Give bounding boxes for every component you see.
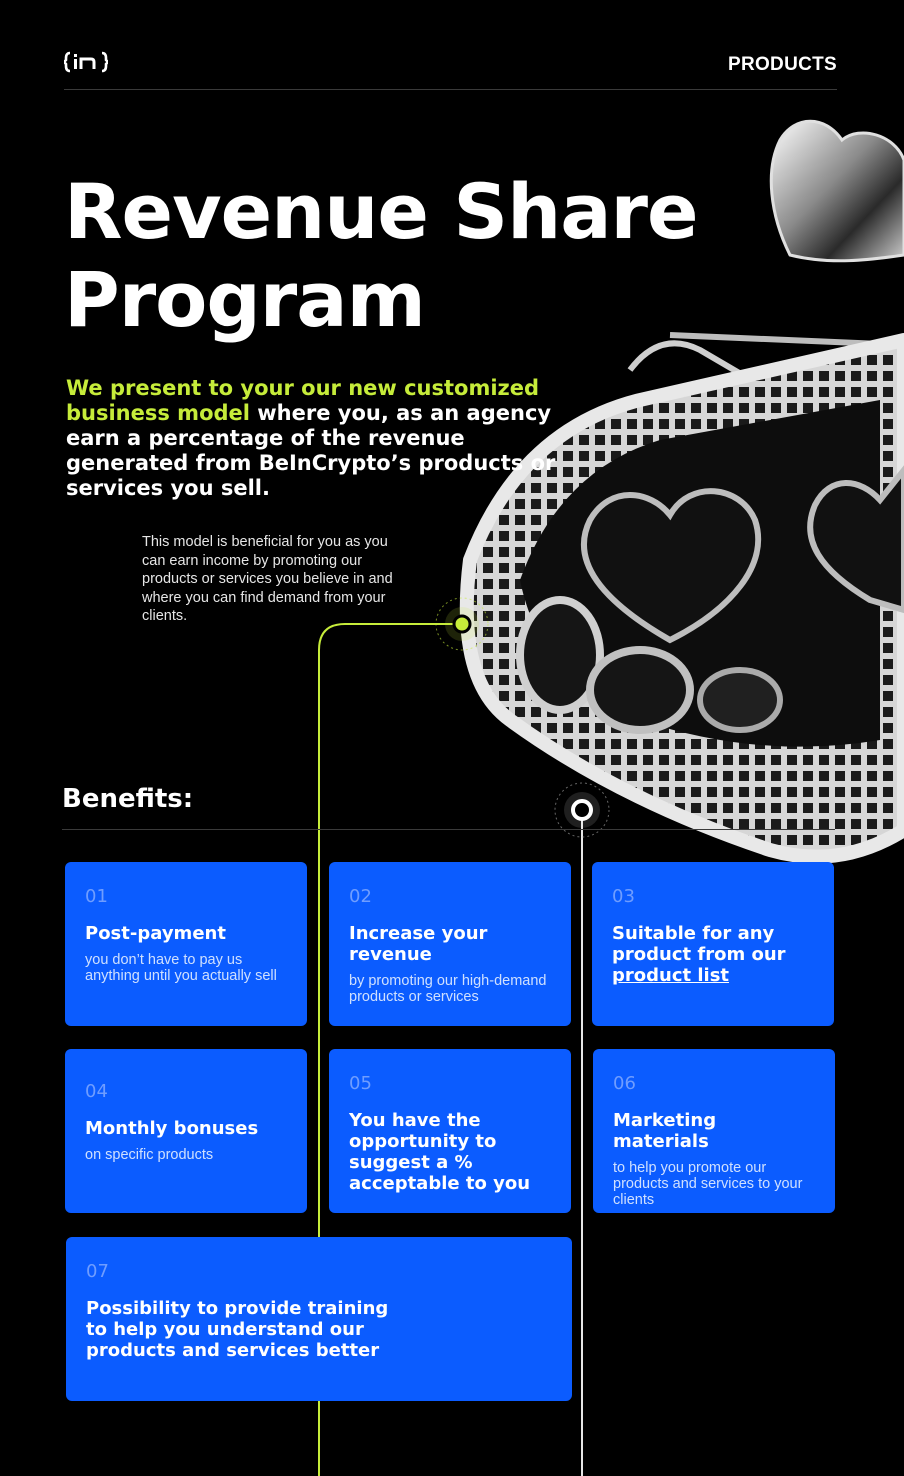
benefit-title: Monthly bonuses [85,1118,259,1139]
benefit-card-01 [65,862,307,1026]
nav-products-link[interactable]: PRODUCTS [727,54,837,75]
model-description: This model is beneficial for you as you can earn income by promoting our products or services you believe in and where you can find demand from your clients. [142,534,393,624]
benefit-card-06 [593,1049,835,1213]
heart-icon [771,121,904,261]
benefit-number: 02 [349,886,372,907]
benefit-number: 01 [85,886,108,907]
benefit-description: by promoting our high-demand products or services [349,973,547,1005]
benefit-card-02 [329,862,571,1026]
benefit-title: You have the opportunity to suggest a % acceptable to you [349,1110,531,1194]
benefit-description: on specific products [85,1147,214,1163]
benefit-title: Post-payment [85,923,226,944]
page-title-line-1: Revenue Share [64,167,698,256]
benefit-card-05 [329,1049,571,1213]
benefit-number: 04 [85,1081,108,1102]
brand-logo[interactable] [64,50,108,74]
benefit-title: Possibility to provide training to help you understand our products and services better [86,1298,389,1361]
product-list-link[interactable]: product list [612,965,730,986]
intro-accent: We present to your our new customized business model [66,376,540,425]
benefit-number: 06 [613,1073,636,1094]
benefit-card-07 [66,1237,572,1401]
page-title [64,168,698,344]
benefits-heading: Benefits: [62,784,194,814]
benefit-card-04 [65,1049,307,1213]
page-title-line-2: Program [64,255,425,344]
benefit-title: Increase your revenue [349,923,488,965]
benefit-description: to help you promote our products and services to your clients [613,1160,803,1208]
benefit-card-03 [592,862,834,1026]
header-divider [64,89,837,90]
intro-paragraph [66,376,586,501]
benefit-number: 03 [612,886,635,907]
benefits-divider [62,829,835,830]
benefit-title: Suitable for any product from our [612,923,786,965]
benefit-number: 07 [86,1261,109,1282]
benefit-number: 05 [349,1073,372,1094]
benefit-description: you don’t have to pay us anything until you actually sell [85,952,277,984]
benefit-title: Marketing materials [613,1110,717,1152]
intro-rest: where you, as an agency earn a percentage of the revenue generated from BeInCrypto’s products or services you sell. [66,401,556,500]
